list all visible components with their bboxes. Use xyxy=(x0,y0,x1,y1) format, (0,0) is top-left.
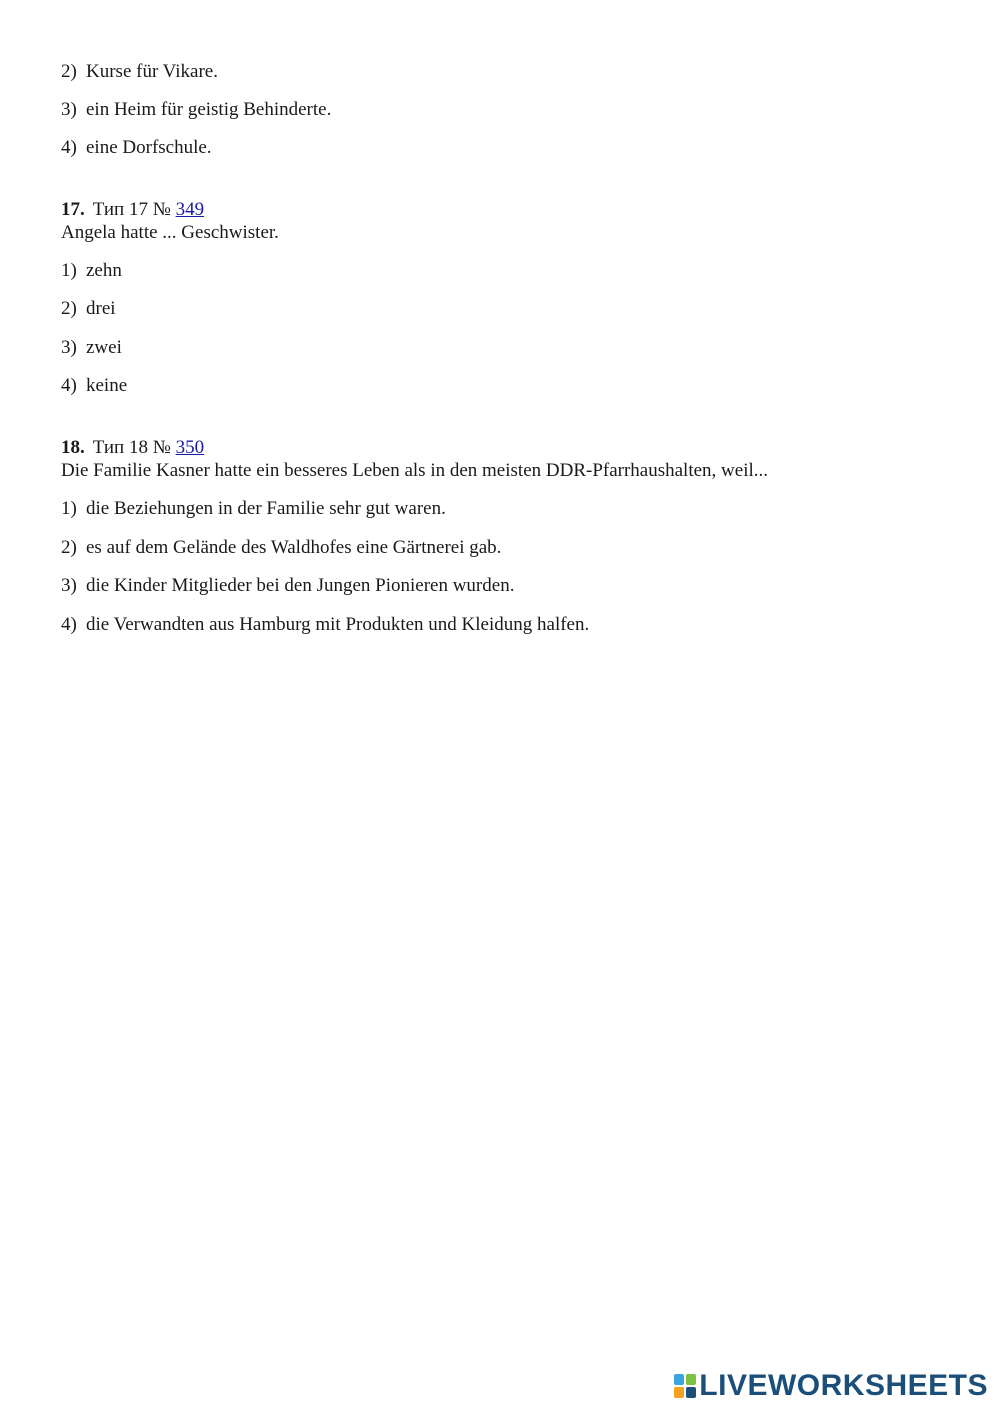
option-text: es auf dem Gelände des Waldhofes eine Gärtnerei gab. xyxy=(86,537,502,558)
question-18-text: Die Familie Kasner hatte ein besseres Leben als in den meisten DDR-Pfarrhaushalten, weil... xyxy=(61,460,769,481)
question-17-text: Angela hatte ... Geschwister. xyxy=(61,222,279,243)
option-text: eine Dorfschule. xyxy=(86,137,212,158)
option-number: 4) xyxy=(61,137,77,158)
q17-option-1 xyxy=(61,260,122,282)
option-number: 2) xyxy=(61,537,77,558)
option-number: 2) xyxy=(61,61,77,82)
q17-option-4 xyxy=(61,375,127,397)
logo-square-blue xyxy=(674,1374,684,1385)
option-text: Kurse für Vikare. xyxy=(86,61,218,82)
option-number: 4) xyxy=(61,375,77,396)
option-number: 3) xyxy=(61,99,77,120)
q17-option-3 xyxy=(61,337,122,359)
option-text: die Kinder Mitglieder bei den Jungen Pionieren wurden. xyxy=(86,575,515,596)
logo-square-orange xyxy=(674,1387,684,1398)
option-text: keine xyxy=(86,375,128,396)
option-text: die Verwandten aus Hamburg mit Produkten und Kleidung halfen. xyxy=(86,614,590,635)
question-number: 17. xyxy=(61,199,85,220)
question-id-link[interactable]: 350 xyxy=(175,437,205,458)
liveworksheets-logo xyxy=(674,1366,988,1406)
option-text: zehn xyxy=(86,260,122,281)
q18-option-1 xyxy=(61,498,446,520)
prev-option-2 xyxy=(61,61,218,83)
logo-text: LIVEWORKSHEETS xyxy=(699,1369,988,1402)
q18-option-4 xyxy=(61,614,589,636)
question-number: 18. xyxy=(61,437,85,458)
q18-option-2 xyxy=(61,537,501,559)
prev-option-3 xyxy=(61,99,331,121)
liveworksheets-logo-icon xyxy=(674,1374,696,1398)
question-id-link[interactable]: 349 xyxy=(175,199,205,220)
question-18-header xyxy=(61,437,204,459)
logo-square-green xyxy=(686,1374,696,1385)
option-number: 1) xyxy=(61,498,77,519)
option-text: ein Heim für geistig Behinderte. xyxy=(86,99,332,120)
q17-option-2 xyxy=(61,298,116,320)
option-number: 3) xyxy=(61,575,77,596)
question-17-header xyxy=(61,199,204,221)
option-number: 1) xyxy=(61,260,77,281)
logo-square-navy xyxy=(686,1387,696,1398)
option-text: zwei xyxy=(86,337,122,358)
q18-option-3 xyxy=(61,575,514,597)
prev-option-4 xyxy=(61,137,212,159)
option-number: 3) xyxy=(61,337,77,358)
option-text: drei xyxy=(86,298,116,319)
option-text: die Beziehungen in der Familie sehr gut waren. xyxy=(86,498,446,519)
question-type-label: Тип 18 № xyxy=(92,437,171,458)
question-type-label: Тип 17 № xyxy=(92,199,171,220)
option-number: 2) xyxy=(61,298,77,319)
option-number: 4) xyxy=(61,614,77,635)
